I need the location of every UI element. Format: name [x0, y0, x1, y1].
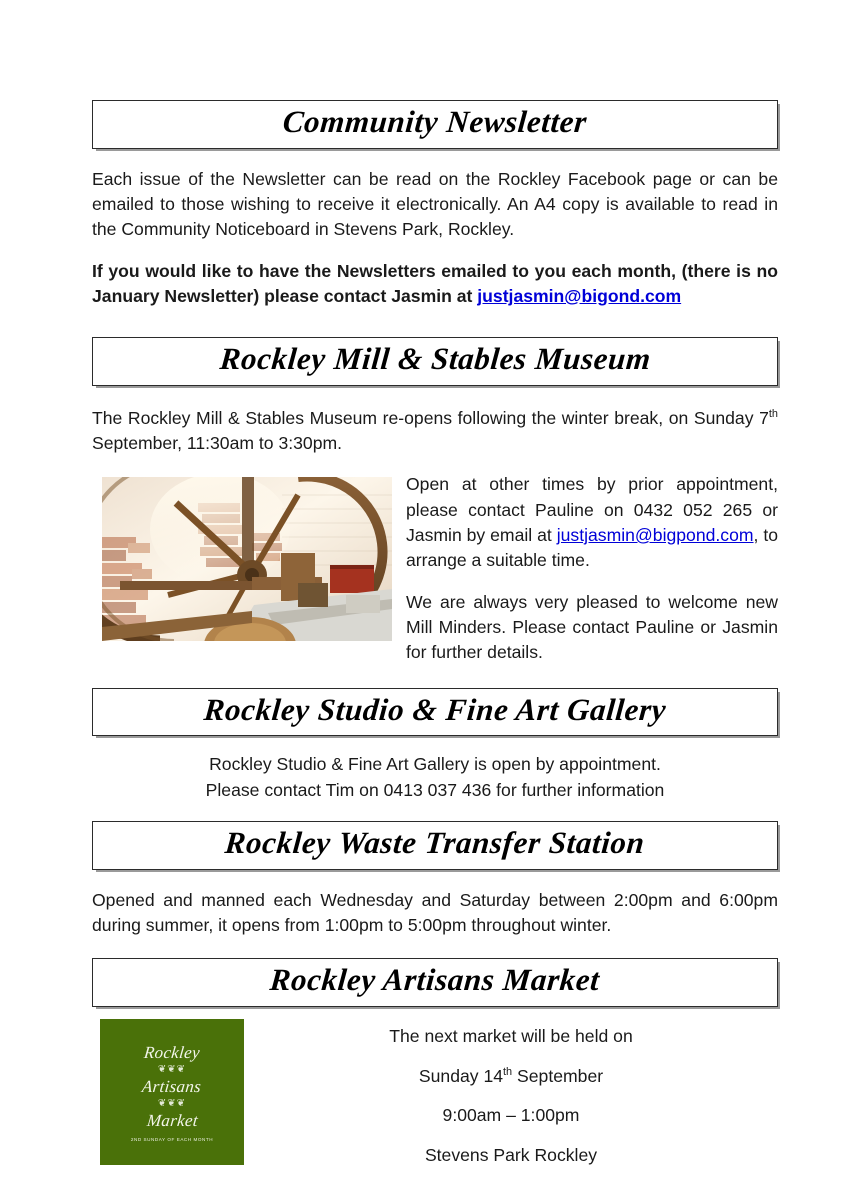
spacer — [92, 803, 778, 821]
logo-line-artisans: Artisans — [141, 1076, 203, 1096]
market-detail-line4: Stevens Park Rockley — [424, 1145, 598, 1166]
logo-line-rockley: Rockley — [143, 1043, 201, 1063]
market-detail-line1: The next market will be held on — [389, 1025, 633, 1046]
heading-text-artisans-market: Rockley Artisans Market — [268, 962, 602, 998]
spacer — [92, 938, 778, 958]
email-link-museum[interactable]: justjasmin@bigpond.com — [556, 525, 754, 546]
market-date-part1: Sunday 14 — [418, 1065, 504, 1086]
spacer — [92, 386, 778, 406]
appointment-text-before: Open at other times by prior appointment, please contact Pauline on 0432 052 265 or Jasmin by email at — [406, 474, 778, 546]
paragraph-waste-transfer-hours: Opened and manned each Wednesday and Saturday between 2:00pm and 6:00pm during summer, it opens from 1:00pm to 5:00pm throughout winter. — [92, 889, 778, 935]
section-heading-mill-stables-museum — [92, 337, 778, 386]
logo-caption: 2ND SUNDAY OF EACH MONTH — [130, 1136, 214, 1142]
spacer — [92, 456, 778, 472]
mill-photo-illustration — [102, 477, 392, 641]
market-detail-line3: 9:00am – 1:00pm — [442, 1105, 580, 1126]
logo-line-market: Market — [145, 1110, 199, 1130]
heading-text-studio-fine-art-gallery: Rockley Studio & Fine Art Gallery — [202, 691, 668, 727]
spacer — [92, 666, 778, 688]
spacer — [92, 309, 778, 337]
spacer — [92, 736, 778, 752]
subscribe-text: If you would like to have the Newsletters emailed to you each month, (there is no January Newsletter) please contact Jasmin at — [92, 260, 778, 306]
appointment-text-after: , to arrange a suitable time. — [406, 525, 778, 571]
artisans-market-logo — [100, 1019, 244, 1165]
document-content — [92, 100, 778, 1168]
leaf-sprig-icon-top: ❦❦❦ — [157, 1063, 187, 1075]
section-heading-community-newsletter — [92, 100, 778, 149]
reopen-text-part2: September, 11:30am to 3:30pm. — [92, 433, 343, 454]
section-heading-artisans-market — [92, 958, 778, 1007]
heading-text-community-newsletter: Community Newsletter — [281, 104, 589, 139]
mill-interior-photo — [102, 477, 392, 641]
heading-text-waste-transfer-station: Rockley Waste Transfer Station — [223, 824, 647, 860]
artisans-market-details — [244, 1007, 778, 1168]
reopen-text-part1: The Rockley Mill & Stables Museum re-opens following the winter break, on Sunday 7 — [92, 407, 769, 428]
spacer — [92, 870, 778, 888]
email-link-newsletter[interactable]: justjasmin@bigond.com — [477, 285, 682, 306]
artisans-market-block — [92, 1007, 778, 1168]
paragraph-museum-reopening — [92, 406, 778, 457]
paragraph-mill-minders: We are always very pleased to welcome new Mill Minders. Please contact Pauline or Jasmin for further details. — [406, 591, 778, 663]
spacer — [92, 149, 778, 167]
reopen-ordinal-suffix: th — [768, 407, 778, 420]
leaf-sprig-icon-bottom: ❦❦❦ — [157, 1097, 187, 1109]
market-detail-line2 — [244, 1065, 778, 1089]
paragraph-gallery-line2: Please contact Tim on 0413 037 436 for further information — [205, 779, 665, 800]
paragraph-newsletter-intro: Each issue of the Newsletter can be read on the Rockley Facebook page or can be emailed to those wishing to receive it electronically. An A4 copy is available to read in the Community Noticeboard in Stevens Park, Rockley. — [92, 168, 778, 240]
section-heading-waste-transfer-station — [92, 821, 778, 870]
paragraph-newsletter-subscribe — [92, 259, 778, 310]
paragraph-gallery-line1: Rockley Studio & Fine Art Gallery is open by appointment. — [209, 754, 661, 775]
section-heading-studio-fine-art-gallery — [92, 688, 778, 737]
market-date-ordinal-suffix: th — [503, 1065, 513, 1078]
heading-text-mill-stables-museum: Rockley Mill & Stables Museum — [218, 341, 652, 377]
spacer — [92, 243, 778, 259]
market-date-part2: September — [512, 1065, 604, 1086]
museum-photo-text-wrap — [92, 472, 778, 665]
